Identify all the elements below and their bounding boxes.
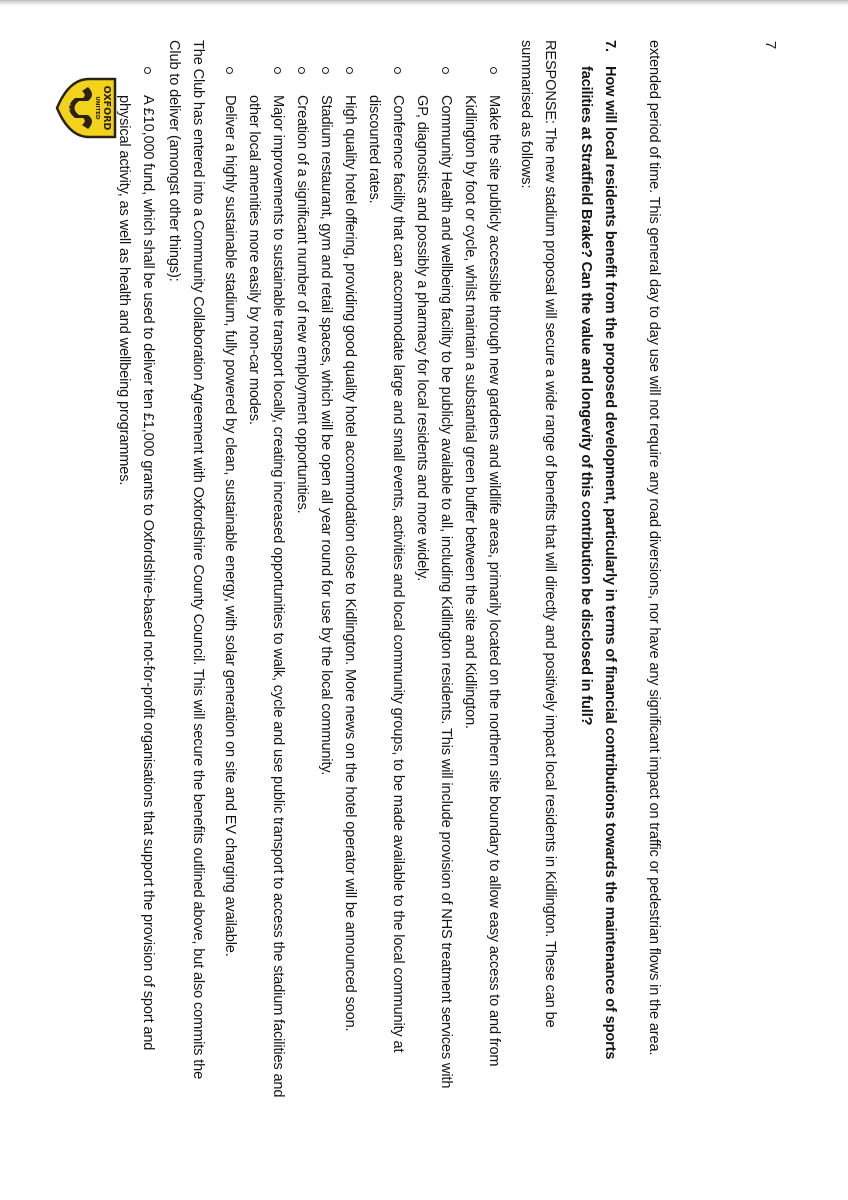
question-number: 7.	[602, 40, 618, 52]
question-text: How will local residents benefit from the proposed development, particularly in terms of financial contributions towards the maintenance of sports facilities at Stratfield Brake? Can the value and longevity of this contribution be disclosed in full?	[578, 66, 618, 1060]
benefit-item: Creation of a significant number of new employment opportunities.	[290, 40, 314, 1100]
benefit-item: Major improvements to sustainable transport locally, creating increased opportunities to walk, cycle and use public transport to access the stadium facilities and other local amenities more easily by non-car modes.	[242, 40, 290, 1100]
collaboration-paragraph: The Club has entered into a Community Collaboration Agreement with Oxfordshire County Council. This will secure the benefits outlined above, but also commits the Club to deliver (amongst other things):	[166, 40, 206, 1080]
document-body	[116, 40, 666, 1100]
benefit-item: Community Health and wellbeing facility to be publicly available to all, including Kidlington residents. This will include provision of NHS treatment services with GP, diagnostics and possibly a pharmacy for local residents and more widely.	[410, 40, 458, 1100]
logo-text-main: OXFORD	[101, 85, 112, 131]
commitment-item: A £10,000 fund, which shall be used to deliver ten £1,000 grants to Oxfordshire-based not-for-profit organisations that support the provision of sport and physical activity, as well as health and wellbeing programmes.	[112, 40, 160, 1100]
intro-paragraph: extended period of time. This general day to day use will not require any road diversions, nor have any significant impact on traffic or pedestrian flows in the area.	[646, 40, 662, 1056]
benefit-item: High quality hotel offering, providing good quality hotel accommodation close to Kidlington. More news on the hotel operator will be announced soon.	[338, 40, 362, 1100]
logo-text-sub: UNITED	[94, 96, 100, 120]
oxford-united-logo	[55, 73, 119, 143]
logo-text-fc: F.C.	[65, 103, 70, 113]
benefit-item: Stadium restaurant, gym and retail spaces, which will be open all year round for use by the local community.	[314, 40, 338, 1100]
benefits-list	[218, 40, 506, 1100]
commitments-list	[112, 40, 160, 1100]
page-number: 7	[762, 40, 779, 50]
benefit-item: Conference facility that can accommodate large and small events, activities and local community groups, to be made available to the local community at discounted rates.	[362, 40, 410, 1100]
response-paragraph: RESPONSE: The new stadium proposal will secure a wide range of benefits that will directly and positively impact local residents in Kidlington. These can be summarised as follows:	[518, 40, 558, 1028]
benefit-item: Deliver a highly sustainable stadium, fully powered by clean, sustainable energy, with solar generation on site and EV charging available.	[218, 40, 242, 1100]
benefit-item: Make the site publicly accessible through new gardens and wildlife areas, primarily located on the northern site boundary to allow easy access to and from Kidlington by foot or cycle, whilst maintain a substantial green buffer between the site and Kidlington.	[458, 40, 506, 1100]
question-heading	[574, 40, 622, 1100]
scan-edge	[0, 0, 848, 7]
